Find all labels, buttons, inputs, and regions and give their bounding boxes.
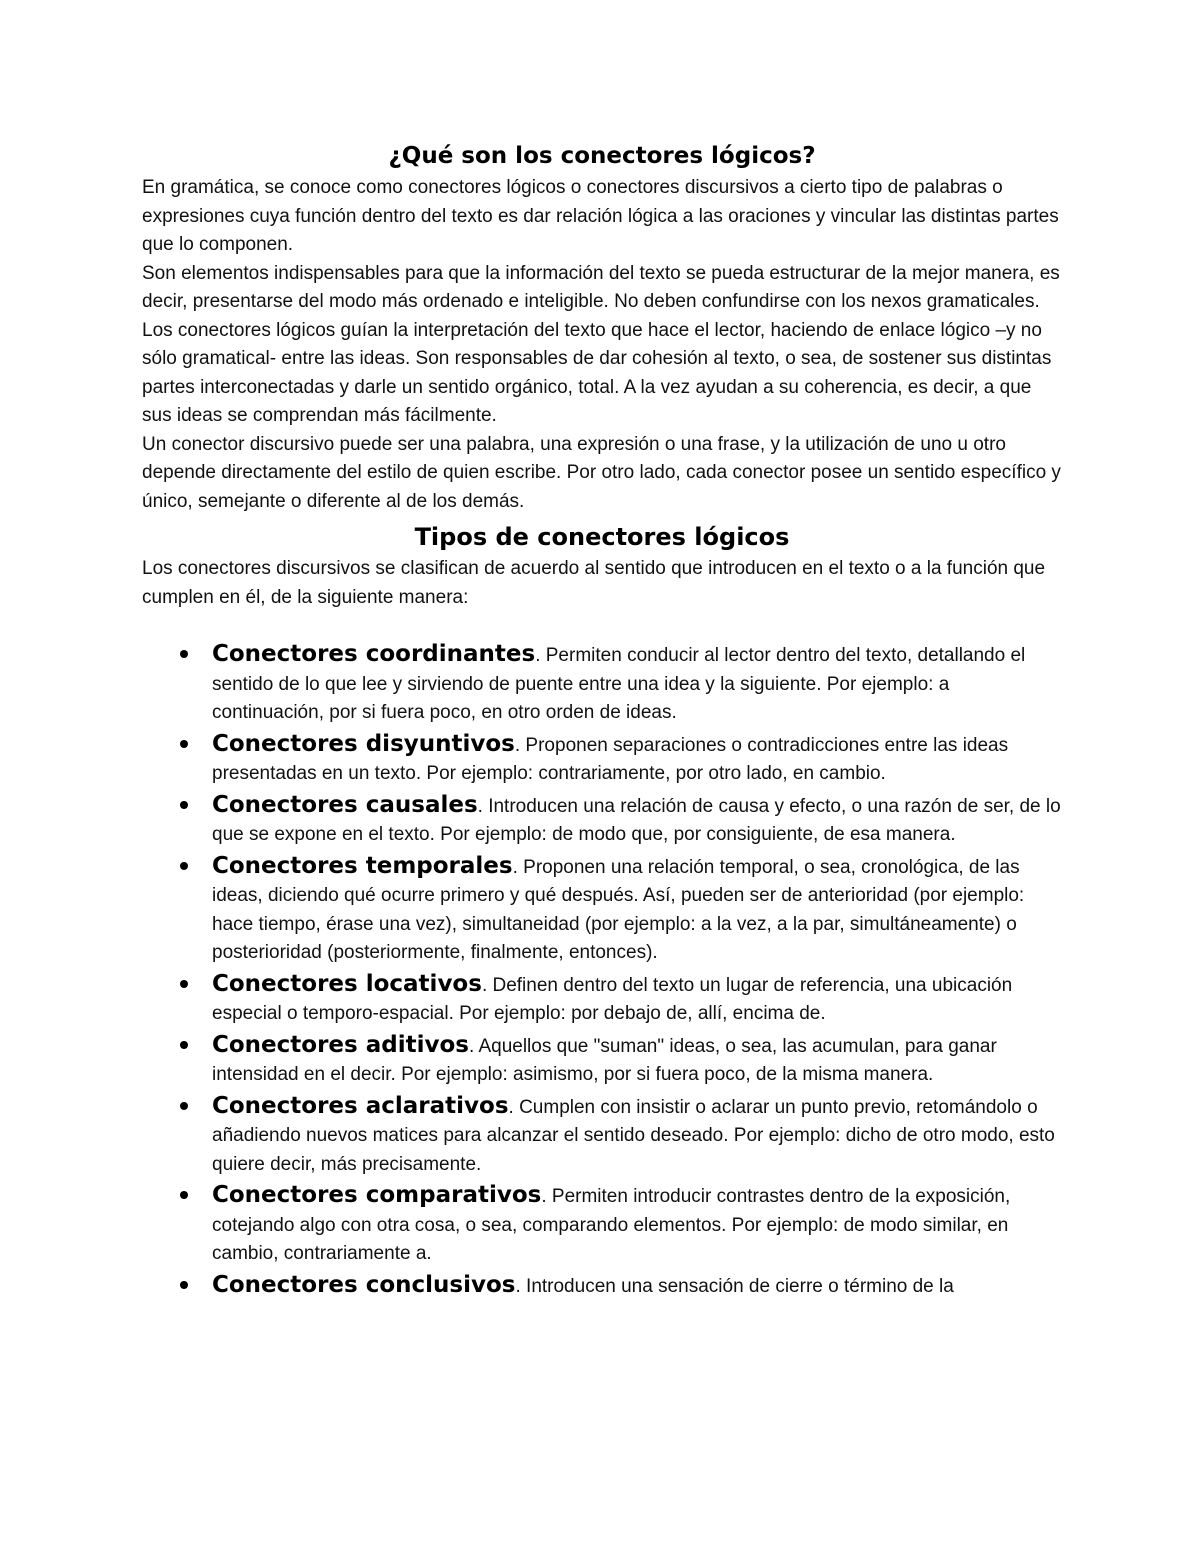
connector-term: Conectores conclusivos (212, 1271, 516, 1298)
section-intro: Los conectores discursivos se clasifican de acuerdo al sentido que introducen en el texto o a la función que cumplen en él, de la siguiente manera: (142, 558, 1046, 608)
section-title: Tipos de conectores lógicos (414, 523, 790, 551)
connector-description: . Introducen una sensación de cierre o término de la (515, 1275, 954, 1297)
connector-term: Conectores causales (212, 791, 478, 818)
paragraph: Son elementos indispensables para que la información del texto se pueda estructurar de la mejor manera, es decir, presentarse del modo más ordenado e inteligible. No deben confundirse con los nexos gramaticales. (142, 262, 1060, 312)
connector-description: . Aquellos que "suman" ideas, o sea, las acumulan, para ganar intensidad en el decir. Por ejemplo: asimismo, por si fuera poco, de la misma manera. (212, 1035, 997, 1085)
document-title: ¿Qué son los conectores lógicos? (388, 143, 816, 169)
connector-term: Conectores comparativos (212, 1182, 542, 1208)
connector-term: Conectores disyuntivos (212, 730, 515, 757)
connector-term: Conectores aditivos (212, 1031, 469, 1058)
bullet-icon (180, 740, 188, 748)
paragraph: Los conectores lógicos guían la interpretación del texto que hace el lector, haciendo de enlace lógico –y no sólo gramatical- entre las ideas. Son responsables de dar cohesión al texto, o sea, de sostener sus distintas partes interconectadas y darle un sentido orgánico, total. A la vez ayudan a su coherencia, es decir, a que sus ideas se comprendan más fácilmente. (142, 319, 1052, 426)
connector-types-list (142, 640, 1062, 1301)
bullet-icon (180, 862, 188, 870)
document-page (142, 138, 1062, 1303)
connector-description: . Proponen una relación temporal, o sea, cronológica, de las ideas, diciendo qué ocurre primero y qué después. Así, pueden ser de anterioridad (por ejemplo: hace tiempo, érase una vez), simultaneidad (por ejemplo: a la vez, a la par, simultáneamente) o posterioridad (posteriormente, finalmente, entonces). (212, 856, 1025, 963)
list-item (142, 791, 1062, 850)
bullet-icon (180, 1191, 188, 1199)
connector-term: Conectores temporales (212, 852, 513, 879)
connector-description: . Cumplen con insistir o aclarar un punto previo, retomándolo o añadiendo nuevos matices para alcanzar el sentido deseado. Por ejemplo: dicho de otro modo, esto quiere decir, más precisamente. (212, 1096, 1055, 1175)
connector-description: . Permiten conducir al lector dentro del texto, detallando el sentido de lo que lee y sirviendo de puente entre una idea y la siguiente. Por ejemplo: a continuación, por si fuera poco, en otro orden de ideas. (212, 645, 1026, 723)
connector-description: . Introducen una relación de causa y efecto, o una razón de ser, de lo que se expone en el texto. Por ejemplo: de modo que, por consiguiente, de esa manera. (212, 795, 1061, 845)
list-item (142, 1181, 1062, 1269)
list-item (142, 852, 1062, 968)
connector-description: . Definen dentro del texto un lugar de referencia, una ubicación especial o temporo-espacial. Por ejemplo: por debajo de, allí, encima de. (212, 974, 1013, 1024)
connector-description: . Proponen separaciones o contradicciones entre las ideas presentadas en un texto. Por ejemplo: contrariamente, por otro lado, en cambio. (212, 734, 1009, 784)
bullet-icon (180, 650, 188, 658)
list-item (142, 970, 1062, 1029)
connector-term: Conectores locativos (212, 970, 482, 997)
list-item (142, 730, 1062, 789)
list-item (142, 1031, 1062, 1090)
list-item (142, 1092, 1062, 1180)
bullet-icon (180, 801, 188, 809)
list-item (142, 1271, 1062, 1302)
bullet-icon (180, 1102, 188, 1110)
paragraph: Un conector discursivo puede ser una palabra, una expresión o una frase, y la utilización de uno u otro depende directamente del estilo de quien escribe. Por otro lado, cada conector posee un sentido específico y único, semejante o diferente al de los demás. (142, 433, 1061, 512)
connector-description: . Permiten introducir contrastes dentro de la exposición, cotejando algo con otra cosa, o sea, comparando elementos. Por ejemplo: de modo similar, en cambio, contrariamente a. (212, 1186, 1011, 1264)
list-item (142, 640, 1062, 728)
bullet-icon (180, 1041, 188, 1049)
bullet-icon (180, 980, 188, 988)
connector-term: Conectores aclarativos (212, 1092, 509, 1119)
bullet-icon (180, 1281, 188, 1289)
connector-term: Conectores coordinantes (212, 641, 536, 667)
paragraph: En gramática, se conoce como conectores lógicos o conectores discursivos a cierto tipo de palabras o expresiones cuya función dentro del texto es dar relación lógica a las oraciones y vincular las distintas partes que lo componen. (142, 177, 1059, 255)
